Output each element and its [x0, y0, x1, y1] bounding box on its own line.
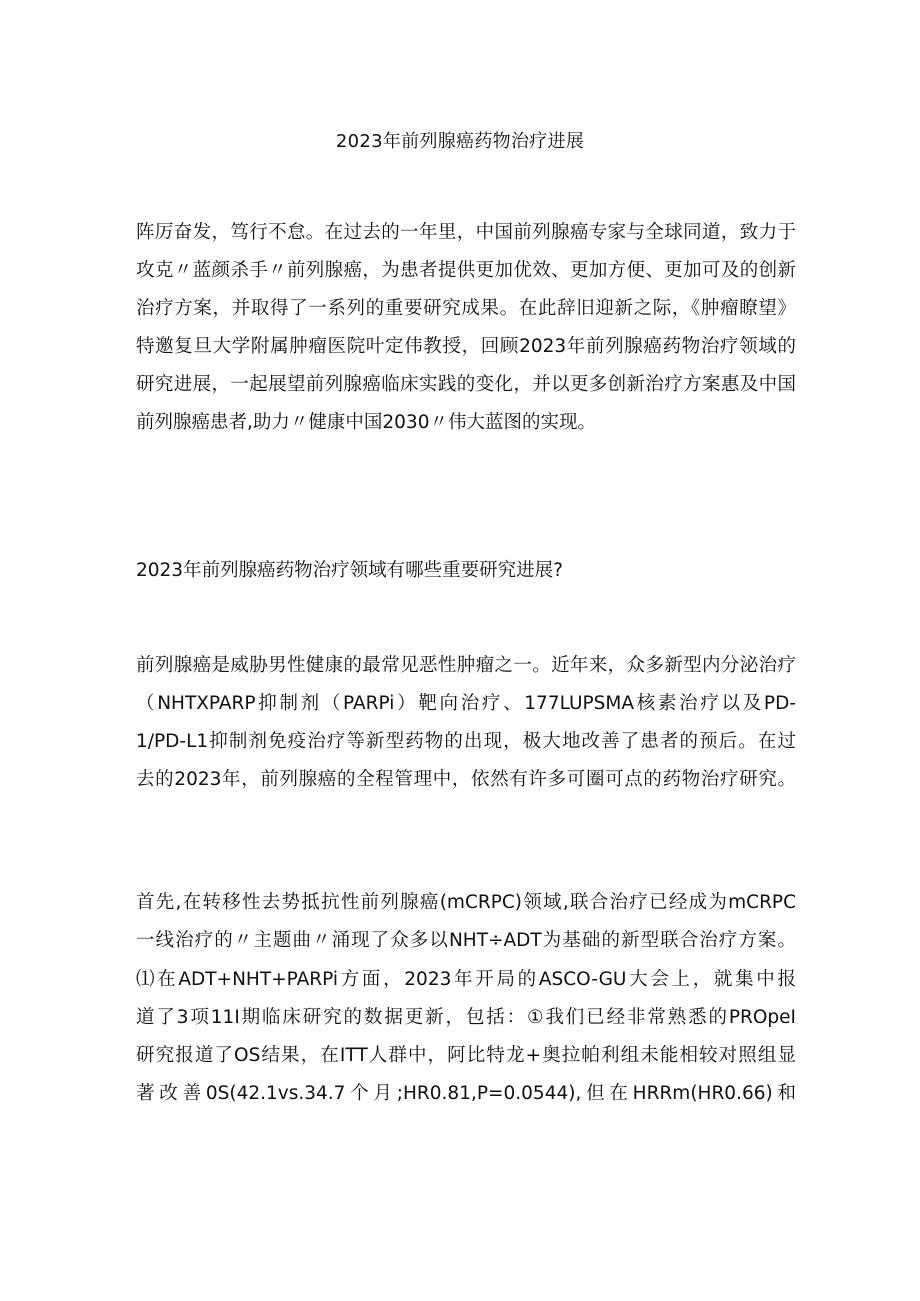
paragraph-line: 特邀复旦大学附属肿瘤医院叶定伟教授，回顾2023年前列腺癌药物治疗领域的	[136, 336, 796, 357]
paragraph-line: ⑴在ADT+NHT+PARPi方面，2023年开局的ASCO-GU大会上，就集中报	[136, 968, 796, 990]
paragraph-line: 攻克〃蓝颜杀手〃前列腺癌，为患者提供更加优效、更加方便、更加可及的创新	[136, 260, 796, 281]
paragraph-intro	[136, 214, 796, 442]
paragraph-line: 研究报道了OS结果，在ITT人群中，阿比特龙+奥拉帕利组未能相较对照组显	[136, 1045, 796, 1067]
paragraph-line: 研究进展，一起展望前列腺癌临床实践的变化，并以更多创新治疗方案惠及中国	[136, 374, 796, 395]
document-title: 2023年前列腺癌药物治疗进展	[335, 131, 585, 152]
section-question	[136, 552, 796, 590]
section-heading: 2023年前列腺癌药物治疗领域有哪些重要研究进展?	[136, 560, 563, 581]
paragraph-line: 阵厉奋发，笃行不怠。在过去的一年里，中国前列腺癌专家与全球同道，致力于	[136, 222, 796, 243]
paragraph-line: 治疗方案，并取得了一系列的重要研究成果。在此辞旧迎新之际，《肿瘤瞭望》	[136, 298, 796, 319]
paragraph-line: 道了3项11I期临床研究的数据更新，包括：①我们已经非常熟悉的PROpeI	[136, 1006, 796, 1028]
paragraph-line: 去的2023年，前列腺癌的全程管理中，依然有许多可圈可点的药物治疗研究。	[136, 769, 796, 790]
paragraph-line: 前列腺癌是威胁男性健康的最常见恶性肿瘤之一。近年来，众多新型内分泌治疗	[136, 655, 796, 676]
paragraph-line: 著改善0S(42.1vs.34.7个月;HR0.81,P=0.0544),但在HRRm(HR0.66)和	[136, 1083, 796, 1105]
paragraph-overview	[136, 647, 796, 799]
paragraph-mcrpc	[136, 884, 796, 1114]
paragraph-line: 前列腺癌患者,助力〃健康中国2030〃伟大蓝图的实现。	[136, 412, 596, 433]
paragraph-line: 一线治疗的〃主题曲〃涌现了众多以NHT÷ADT为基础的新型联合治疗方案。	[136, 930, 796, 952]
paragraph-line: （NHTXPARP抑制剂（PARPi）靶向治疗、177LUPSMA核素治疗以及PD-	[136, 693, 796, 714]
paragraph-line: 首先,在转移性去势抵抗性前列腺癌(mCRPC)领域,联合治疗已经成为mCRPC	[136, 892, 796, 913]
paragraph-line: 1/PD-L1抑制剂免疫治疗等新型药物的出现，极大地改善了患者的预后。在过	[136, 731, 796, 752]
